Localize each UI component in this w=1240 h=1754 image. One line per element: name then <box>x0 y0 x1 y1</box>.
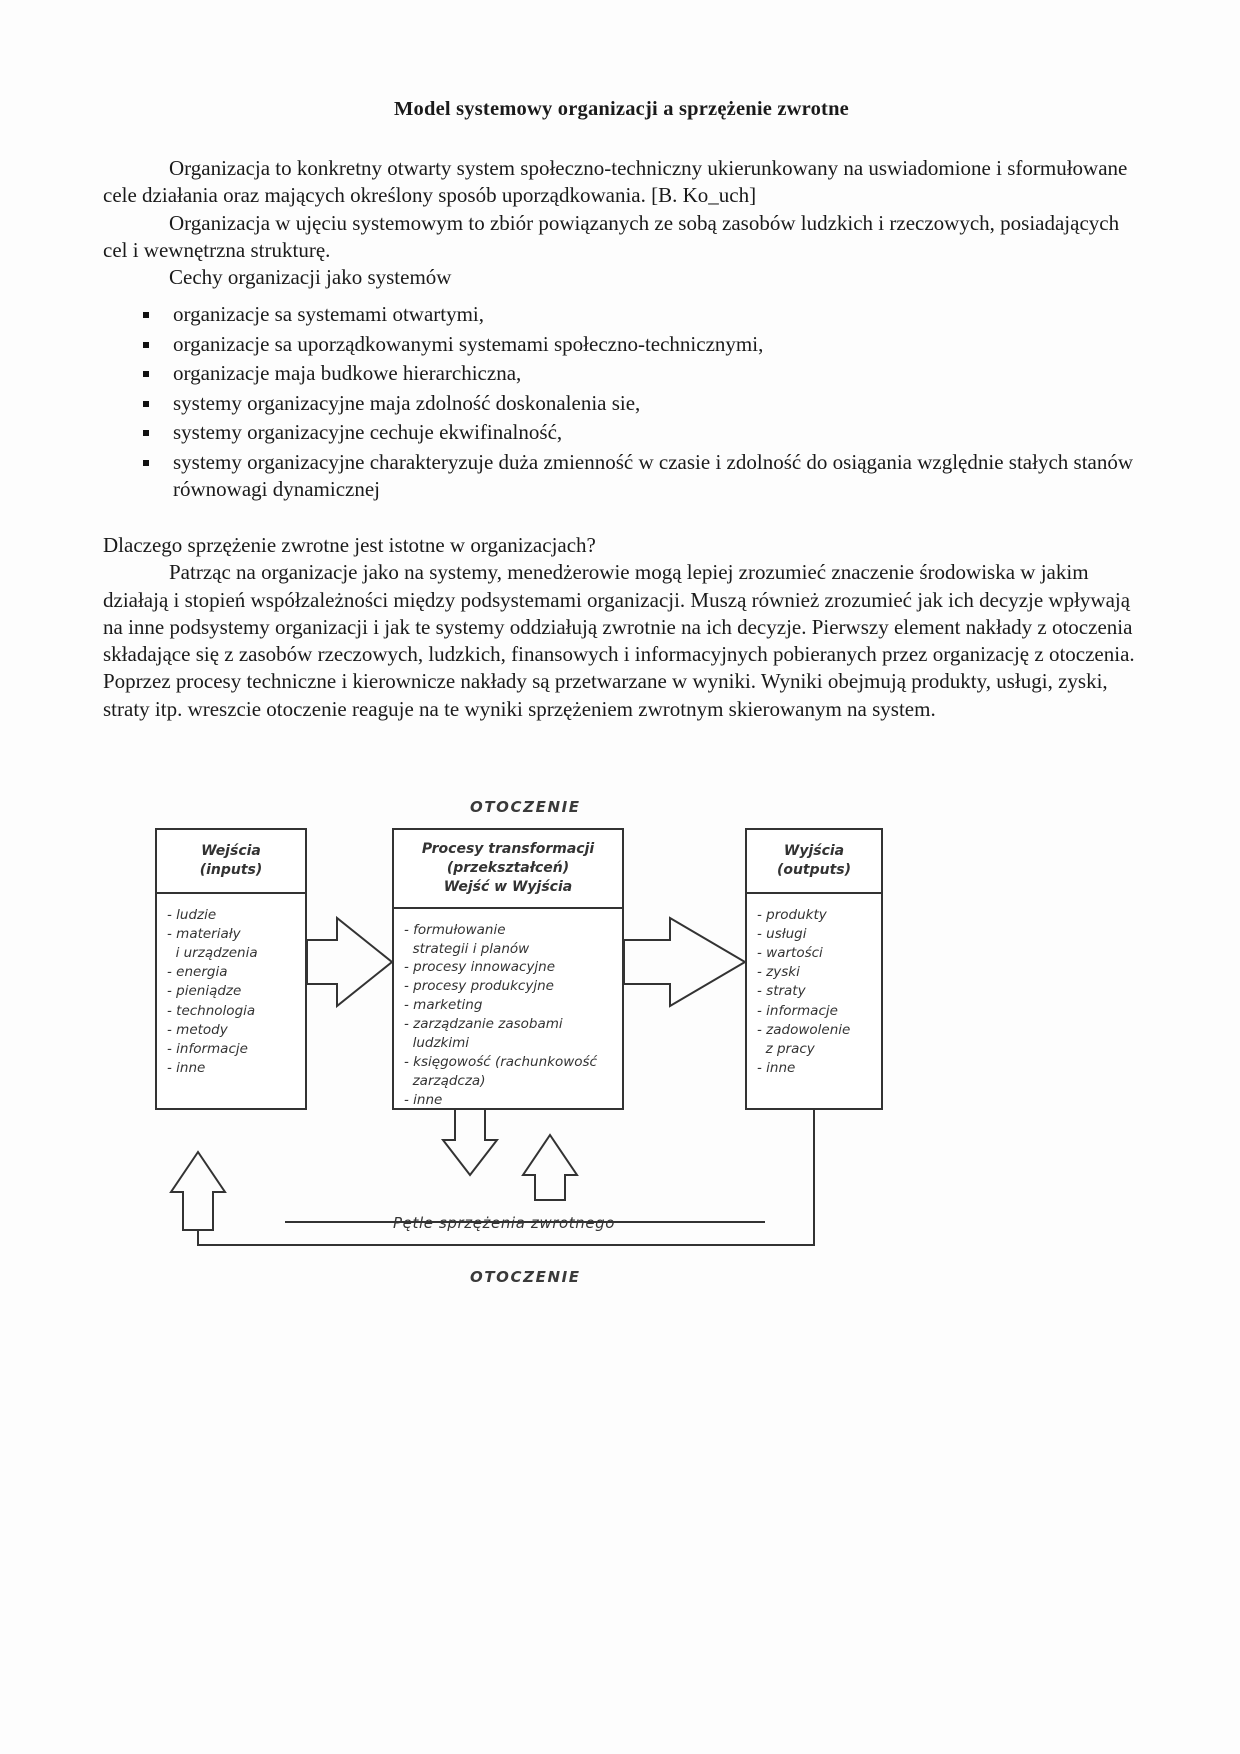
inputs-item: - technologia <box>167 1002 256 1019</box>
feedback-loop-label: Pętle sprzężenia zwrotnego <box>393 1214 616 1232</box>
outputs-item-list <box>747 894 881 1086</box>
outputs-item: - informacje <box>757 1002 838 1019</box>
list-item-label: organizacje sa uporządkowanymi systemami społeczno-technicznymi, <box>173 331 764 356</box>
outputs-item: - inne <box>757 1060 796 1077</box>
transformation-item: strategii i planów <box>404 940 530 957</box>
arrow-feedback-up-to-transformation <box>523 1135 577 1200</box>
transformation-item-list <box>394 909 622 1118</box>
outputs-item: - straty <box>757 983 806 1000</box>
inputs-item: - inne <box>167 1060 206 1077</box>
transformation-header-line1: Procesy transformacji <box>421 841 595 857</box>
inputs-header-line1: Wejścia <box>201 843 261 859</box>
list-item <box>103 419 1140 447</box>
features-list <box>103 301 1140 504</box>
square-bullet-icon <box>143 342 149 348</box>
outputs-header-line1: Wyjścia <box>783 843 845 859</box>
list-item-label: systemy organizacyjne charakteryzuje duża zmienność w czasie i zdolność do osiągania względnie stałych stanów równowagi dynamicznej <box>173 449 1134 502</box>
transformation-item: - zarządzanie zasobami <box>404 1016 563 1033</box>
inputs-item: - informacje <box>167 1040 248 1057</box>
list-item <box>103 331 1140 359</box>
inputs-item: - energia <box>167 964 228 981</box>
system-model-diagram <box>125 790 915 1300</box>
environment-bottom-label: OTOCZENIE <box>470 1268 581 1286</box>
arrow-transformation-to-outputs <box>624 918 745 1006</box>
spacer <box>103 506 1140 532</box>
transformation-box-header <box>394 830 622 909</box>
transformation-item: - procesy innowacyjne <box>404 959 556 976</box>
outputs-item: - zyski <box>757 964 800 981</box>
transformation-item: - procesy produkcyjne <box>404 978 554 995</box>
square-bullet-icon <box>143 401 149 407</box>
transformation-item: ludzkimi <box>404 1035 470 1052</box>
arrow-feedback-up-to-inputs <box>171 1152 225 1230</box>
inputs-box-header <box>157 830 305 894</box>
inputs-box <box>155 828 307 1110</box>
transformation-item: - marketing <box>404 997 483 1014</box>
inputs-item: i urządzenia <box>167 945 258 962</box>
outputs-header-line2: (outputs) <box>776 861 852 878</box>
transformation-header-line3: Wejść w Wyjścia <box>443 878 573 895</box>
transformation-item: - księgowość (rachunkowość <box>404 1053 597 1070</box>
square-bullet-icon <box>143 371 149 377</box>
list-item-label: organizacje sa systemami otwartymi, <box>173 302 485 327</box>
inputs-item: - metody <box>167 1021 228 1038</box>
list-item-label: systemy organizacyjne cechuje ekwifinalność, <box>173 420 563 445</box>
paragraph-definition-2: Organizacja w ujęciu systemowym to zbiór powiązanych ze sobą zasobów ludzkich i rzeczowych, posiadających cel i wewnętrzna strukturę. <box>103 210 1120 262</box>
list-item <box>103 301 1140 329</box>
outputs-item: - zadowolenie <box>757 1021 851 1038</box>
square-bullet-icon <box>143 312 149 318</box>
transformation-item: - inne <box>404 1091 443 1108</box>
list-item <box>103 390 1140 418</box>
transformation-item: - formułowanie <box>404 921 506 938</box>
inputs-item: - pieniądze <box>167 983 242 1000</box>
arrow-transformation-down <box>443 1110 497 1175</box>
list-item <box>103 360 1140 388</box>
list-item <box>103 449 1140 504</box>
transformation-item: zarządcza) <box>404 1072 486 1089</box>
list-item-label: systemy organizacyjne maja zdolność doskonalenia sie, <box>173 390 641 415</box>
paragraph-definition-1: Organizacja to konkretny otwarty system społeczno-techniczny ukierunkowany na uswiadomione i sformułowane cele działania oraz mających określony sposób uporządkowania. [B. Ko_uch] <box>103 156 1128 208</box>
transformation-header-line2: (przekształceń) <box>446 859 570 876</box>
square-bullet-icon <box>143 460 149 466</box>
inputs-item: - materiały <box>167 925 241 942</box>
outputs-item: z pracy <box>757 1040 815 1057</box>
inputs-header-line2: (inputs) <box>199 861 263 878</box>
spacer <box>103 291 1140 301</box>
document-body <box>103 98 1140 723</box>
page-title: Model systemowy organizacji a sprzężenie zwrotne <box>394 98 849 120</box>
list-item-label: organizacje maja budkowe hierarchiczna, <box>173 361 522 386</box>
outputs-item: - wartości <box>757 945 823 962</box>
outputs-box-header <box>747 830 881 894</box>
inputs-item: - ludzie <box>167 906 217 923</box>
paragraph-explanation: Patrząc na organizacje jako na systemy, menedżerowie mogą lepiej zrozumieć znaczenie środowiska w jakim działają i stopień współzależności między podsystemami organizacji. Muszą również zrozumieć jak ich decyzje wpływają na inne podsystemy organizacji i jak te systemy oddziałują zwrotnie na ich decyzje. Pierwszy element nakłady z otoczenia składające się z zasobów rzeczowych, ludzkich, finansowych i informacyjnych pobieranych przez organizację z otoczenia. Poprzez procesy techniczne i kierownicze nakłady są przetwarzane w wyniki. Wyniki obejmują produkty, usługi, zyski, straty itp. wreszcie otoczenie reaguje na te wyniki sprzężeniem zwrotnym skierowanym na system. <box>103 560 1135 721</box>
outputs-item: - produkty <box>757 906 827 923</box>
paragraph-features-heading: Cechy organizacji jako systemów <box>169 265 452 290</box>
transformation-box <box>392 828 624 1110</box>
question-line: Dlaczego sprzężenie zwrotne jest istotne w organizacjach? <box>103 532 596 557</box>
square-bullet-icon <box>143 430 149 436</box>
arrow-inputs-to-transformation <box>307 918 392 1006</box>
outputs-item: - usługi <box>757 925 807 942</box>
environment-top-label: OTOCZENIE <box>470 798 581 816</box>
outputs-box <box>745 828 883 1110</box>
inputs-item-list <box>157 894 305 1086</box>
